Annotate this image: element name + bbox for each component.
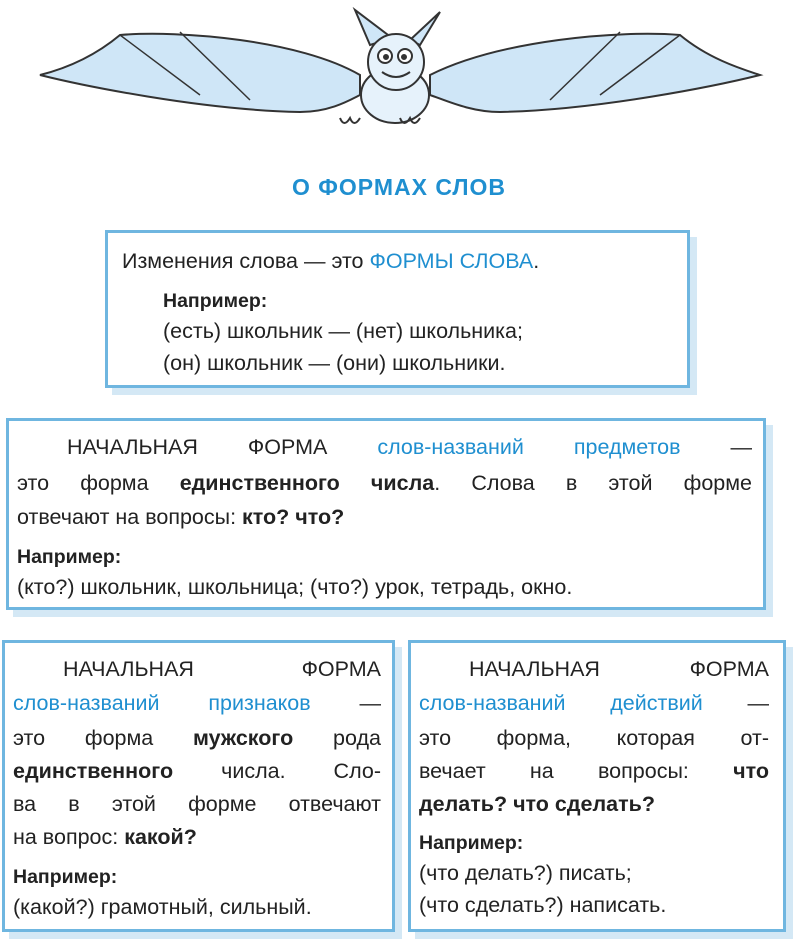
example-label: Например: xyxy=(163,290,268,312)
example-label: Например: xyxy=(17,546,122,568)
example-line: (есть) школьник — (нет) школьника; xyxy=(163,319,523,343)
rule-line: слов-названий действий — xyxy=(419,691,769,715)
example-line: (кто?) школьник, школьница; (что?) урок, тетрадь, окно. xyxy=(17,575,573,599)
bat-head xyxy=(368,34,424,90)
rule-line: единственного числа. Сло- xyxy=(13,759,381,783)
rule-line: НАЧАЛЬНАЯ ФОРМА xyxy=(469,657,769,681)
word-forms-box xyxy=(105,230,690,388)
example-line: (какой?) грамотный, сильный. xyxy=(13,895,312,919)
rule-line: отвечают на вопросы: кто? что? xyxy=(17,505,345,529)
adjective-initial-form-box xyxy=(2,640,395,932)
rule-line: на вопрос: какой? xyxy=(13,825,197,849)
bat-left-wing xyxy=(40,34,360,112)
rule-line: НАЧАЛЬНАЯ ФОРМА xyxy=(63,657,381,681)
rule-line: НАЧАЛЬНАЯ ФОРМА слов-названий предметов — xyxy=(67,435,752,459)
rule-line: делать? что сделать? xyxy=(419,792,655,816)
rule-line: это форма, которая от- xyxy=(419,726,769,750)
rule-line: вечает на вопросы: что xyxy=(419,759,769,783)
bat-right-wing xyxy=(430,34,760,112)
rule-line: это форма единственного числа. Слова в этой форме xyxy=(17,471,752,495)
bat-illustration xyxy=(0,0,798,150)
definition-line: Изменения слова — это ФОРМЫ СЛОВА. xyxy=(122,249,540,273)
example-label: Например: xyxy=(419,832,524,854)
verb-initial-form-box xyxy=(408,640,786,932)
rule-line: ва в этой форме отвечают xyxy=(13,792,381,816)
rule-line: это форма мужского рода xyxy=(13,726,381,750)
example-line: (что сделать?) написать. xyxy=(419,893,667,917)
example-line: (что делать?) писать; xyxy=(419,861,632,885)
page-title: О ФОРМАХ СЛОВ xyxy=(291,174,506,200)
rule-line: слов-названий признаков — xyxy=(13,691,381,715)
noun-initial-form-box xyxy=(6,418,766,610)
example-label: Например: xyxy=(13,866,118,888)
example-line: (он) школьник — (они) школьники. xyxy=(163,351,506,375)
